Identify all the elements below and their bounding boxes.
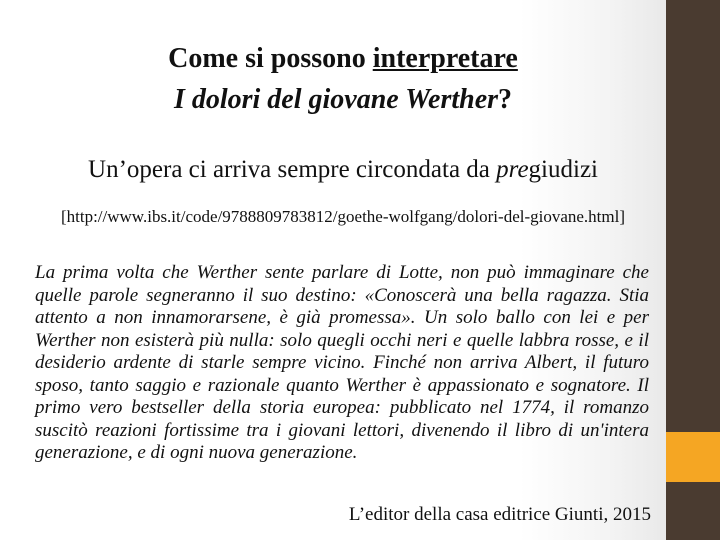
page-title-line1 [0, 42, 686, 76]
title-prefix: Come si possono [168, 43, 373, 74]
title-question-mark: ? [498, 84, 513, 115]
decorative-accent-block [666, 432, 720, 482]
source-link: [http://www.ibs.it/code/9788809783812/goethe-wolfgang/dolori-del-giovane.html] [60, 207, 626, 226]
quote-paragraph: La prima volta che Werther sente parlare di Lotte, non può immaginare che quelle parole segneranno il suo destino: «Conoscerà una bella ragazza. Stia attento a non innamorarsene, è già promessa». Un solo ballo con lei e per Werther non esisterà più nulla: solo quegli occhi neri e quelle labbra rosse, e il desiderio ardente di starle sempre vicino. Finché non arriva Albert, il futuro sposo, tanto saggio e razionale quanto Werther è appassionato e sognatore. Il primo vero bestseller della storia europea: pubblicato nel 1774, il romanzo suscitò reazioni fortissime tra i giovani lettori, divenendo il libro di un'intera generazione, e di ogni nuova generazione. [35, 262, 649, 463]
book-title: I dolori del giovane Werther [173, 84, 499, 115]
page-title-line2 [0, 83, 686, 117]
title-underlined-word: interpretare [372, 43, 518, 74]
subtitle [0, 154, 686, 186]
attribution: L’editor della casa editrice Giunti, 2015 [348, 504, 651, 525]
subtitle-italic-prefix: pre [496, 156, 529, 183]
subtitle-after: giudizi [528, 156, 598, 183]
subtitle-before: Un’opera ci arriva sempre circondata da [88, 156, 497, 183]
